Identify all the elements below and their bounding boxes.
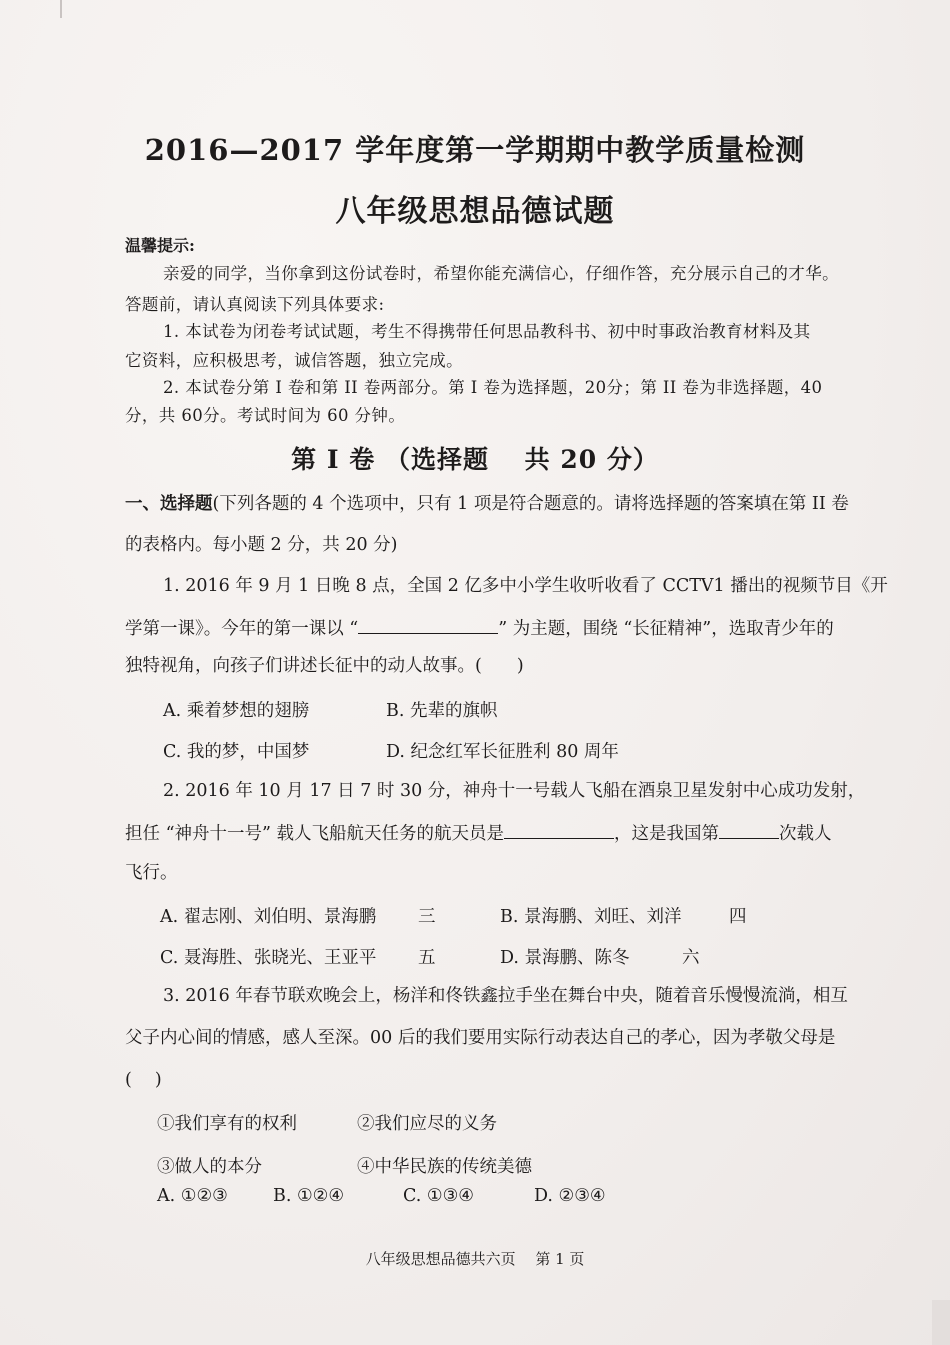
q3-item-1: ①我们享有的权利 (157, 1114, 297, 1134)
q2-option-d: D. 景海鹏、陈冬 (500, 948, 630, 968)
tips-line: 亲爱的同学，当你拿到这份试卷时，希望你能充满信心，仔细作答，充分展示自己的才华。 (163, 264, 839, 283)
q1-text: 学第一课》。今年的第一课以 “ (125, 619, 359, 639)
scan-edge-mark (932, 1300, 950, 1345)
q3-item-3: ③做人的本分 (157, 1157, 262, 1177)
q3-item-2: ②我们应尽的义务 (357, 1114, 497, 1134)
q2-option-d-order: 六 (682, 948, 700, 968)
q3-option-d: D. ②③④ (534, 1186, 606, 1206)
q2-line (125, 822, 878, 845)
q3-option-c: C. ①③④ (403, 1186, 474, 1206)
q2-line: 飞行。 (125, 863, 178, 883)
q1-option-c: C. 我的梦，中国梦 (163, 742, 310, 762)
section-title: 第 I 卷 （选择题 共 20 分） (291, 445, 659, 474)
q1-option-b: B. 先辈的旗帜 (386, 701, 498, 721)
part1-label: 一、选择题 (125, 494, 213, 514)
q3-line: 3. 2016 年春节联欢晚会上，杨洋和佟铁鑫拉手坐在舞台中央，随着音乐慢慢流淌，相互 (163, 986, 848, 1006)
part1-instructions-cont: 的表格内。每小题 2 分，共 20 分) (125, 535, 398, 555)
q1-text: ” 为主题，围绕 “长征精神”，选取青少年的 (498, 619, 834, 639)
q2-option-b: B. 景海鹏、刘旺、刘洋 (500, 907, 682, 927)
q2-text: 担任 “神舟十一号” 载人飞船航天任务的航天员是 (125, 824, 505, 844)
q2-text: 次载人 (779, 824, 832, 844)
tips-line: 它资料，应积极思考，诚信答题，独立完成。 (125, 351, 463, 370)
exam-subtitle: 八年级思想品德试题 (335, 194, 615, 229)
exam-title: 2016—2017 学年度第一学期期中教学质量检测 (144, 133, 806, 167)
q3-line: 父子内心间的情感，感人至深。00 后的我们要用实际行动表达自己的孝心，因为孝敬父母是 (125, 1028, 836, 1048)
page-footer: 八年级思想品德共六页 第 1 页 (365, 1250, 585, 1268)
q2-option-a-order: 三 (418, 907, 436, 927)
q1-answer-blank (358, 617, 498, 634)
q2-option-c: C. 聂海胜、张晓光、王亚平 (160, 948, 377, 968)
q3-option-a: A. ①②③ (157, 1186, 228, 1206)
tips-line: 分，共 60分。考试时间为 60 分钟。 (125, 406, 406, 425)
q2-option-c-order: 五 (418, 948, 436, 968)
tips-line: 1. 本试卷为闭卷考试试题，考生不得携带任何思品教科书、初中时事政治教育材料及其 (163, 322, 811, 341)
q1-line: 独特视角，向孩子们讲述长征中的动人故事。( ) (125, 656, 524, 676)
q1-line: 1. 2016 年 9 月 1 日晚 8 点，全国 2 亿多中小学生收听收看了 CCTV1 播出的视频节目《开 (163, 576, 888, 596)
part1-text: (下列各题的 4 个选项中，只有 1 项是符合题意的。请将选择题的答案填在第 II 卷 (212, 494, 849, 514)
q2-line: 2. 2016 年 10 月 17 日 7 时 30 分，神舟十一号载人飞船在酒泉卫星发射中心成功发射， (163, 781, 866, 801)
q3-line: ( ) (125, 1070, 162, 1090)
q2-option-a: A. 翟志刚、刘伯明、景海鹏 (160, 907, 377, 927)
tips-line: 2. 本试卷分第 I 卷和第 II 卷两部分。第 I 卷为选择题，20分；第 II 卷为非选择题，40 (163, 378, 823, 397)
q2-answer-blank-2 (719, 822, 779, 839)
q3-option-b: B. ①②④ (273, 1186, 345, 1206)
q3-item-4: ④中华民族的传统美德 (357, 1157, 532, 1177)
scan-edge-mark (60, 0, 62, 18)
q1-option-a: A. 乘着梦想的翅膀 (163, 701, 310, 721)
q2-text: ，这是我国第 (614, 824, 720, 844)
tips-heading: 温馨提示: (125, 236, 195, 255)
tips-line: 答题前，请认真阅读下列具体要求: (125, 295, 385, 314)
q2-answer-blank-1 (504, 822, 614, 839)
q2-option-b-order: 四 (729, 907, 747, 927)
q1-line (125, 617, 878, 640)
part1-instructions (125, 494, 878, 515)
q1-option-d: D. 纪念红军长征胜利 80 周年 (386, 742, 619, 762)
